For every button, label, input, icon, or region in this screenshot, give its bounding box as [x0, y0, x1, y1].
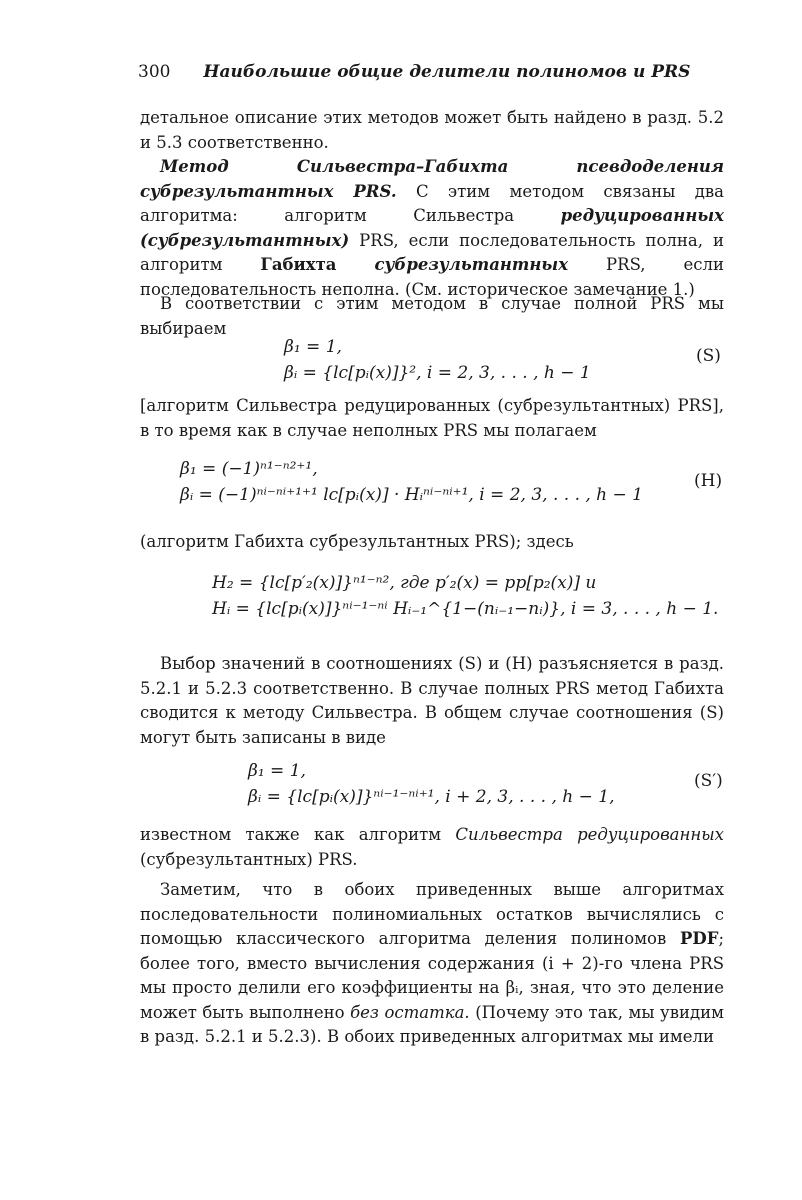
paragraph-8: Заметим, что в обоих приведенных выше алгоритмах последовательности полиномиальных остатков вычислялись с помощью классического алгоритма деления полиномов PDF; более того, вместо вычисления содержания (i + 2)-го члена PRS мы просто делили его коэффициенты на βᵢ, зная, что это деление может быть выполнено без остатка. (Почему это так, мы увидим в разд. 5.2.1 и 5.2.3). В обоих приведенных алгоритмах мы имели [140, 880, 725, 1046]
formula-s-tag: (S) [696, 346, 721, 366]
running-title: Наибольшие общие делители полиномов и PRS [203, 62, 691, 82]
formula-sp-line-1: β₁ = 1, [248, 761, 306, 781]
formula-h-tag: (H) [694, 471, 723, 491]
formula-s-line-2: βᵢ = {lc[pᵢ(x)]}², i = 2, 3, . . . , h − 1 [284, 363, 591, 383]
paragraph-7: известном также как алгоритм Сильвестра редуцированных (субрезультантных) PRS. [140, 825, 724, 869]
page-header [138, 62, 728, 82]
formula-def-line-1: H₂ = {lc[p′₂(x)]}ⁿ¹⁻ⁿ², где p′₂(x) = pp[p₂(x)] и [212, 573, 597, 593]
paragraph-6: Выбор значений в соотношениях (S) и (H) разъясняется в разд. 5.2.1 и 5.2.3 соответственно. В случае полных PRS метод Габихта сводится к методу Сильвестра. В общем случае соотношения (S) могут быть записаны в виде [140, 654, 724, 747]
paragraph-1: детальное описание этих методов может быть найдено в разд. 5.2 и 5.3 соответственно. [140, 108, 724, 152]
formula-s-prime [248, 758, 614, 810]
paragraph-3: В соответствии с этим методом в случае полной PRS мы выбираем [140, 294, 724, 338]
formula-sp-line-2: βᵢ = {lc[pᵢ(x)]}ⁿⁱ⁻¹⁻ⁿⁱ⁺¹, i + 2, 3, . . . , h − 1, [248, 787, 615, 807]
formula-s-line-1: β₁ = 1, [284, 337, 342, 357]
formula-h-line-2: βᵢ = (−1)ⁿⁱ⁻ⁿⁱ⁺¹⁺¹ lc[pᵢ(x)] · Hᵢⁿⁱ⁻ⁿⁱ⁺¹, i = 2, 3, . . . , h − 1 [180, 485, 644, 505]
formula-def-line-2: Hᵢ = {lc[pᵢ(x)]}ⁿⁱ⁻¹⁻ⁿⁱ Hᵢ₋₁^{1−(nᵢ₋₁−nᵢ)}, i = 3, . . . , h − 1. [212, 599, 719, 619]
formula-s [284, 334, 591, 386]
section-heading: Метод Сильвестра–Габихта псевдоделения субрезультантных PRS. [140, 157, 724, 201]
formula-s-prime-tag: (S′) [694, 771, 723, 791]
formula-h [180, 456, 643, 508]
paragraph-5: (алгоритм Габихта субрезультантных PRS); здесь [140, 532, 574, 551]
formula-definitions [212, 570, 718, 622]
page-number: 300 [138, 62, 171, 82]
paragraph-2: Метод Сильвестра–Габихта псевдоделения субрезультантных PRS. С этим методом связаны два алгоритма: алгоритм Сильвестра редуцированных (субрезультантных) PRS, если последовательность полна, и алгоритм Габихта субрезультантных PRS, если последовательность неполна. (См. историческое замечание 1.) [140, 157, 724, 299]
formula-h-line-1: β₁ = (−1)ⁿ¹⁻ⁿ²⁺¹, [180, 459, 318, 479]
paragraph-4: [алгоритм Сильвестра редуцированных (субрезультантных) PRS], в то время как в случае неполных PRS мы полагаем [140, 396, 724, 440]
